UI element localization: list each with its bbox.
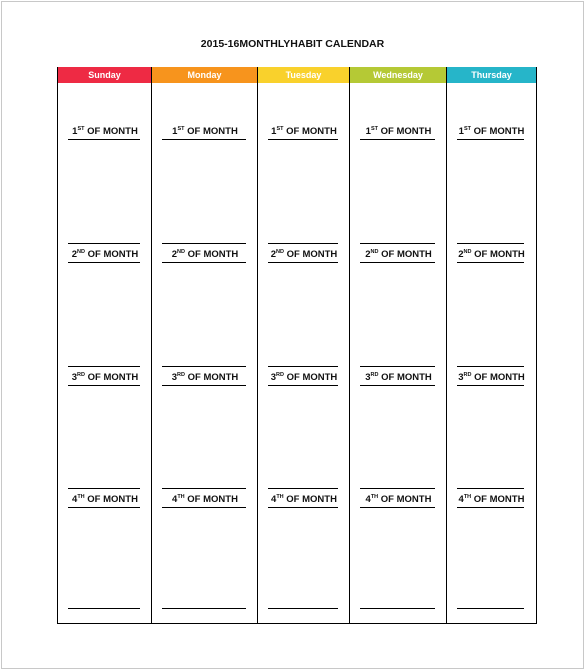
section-label	[58, 494, 152, 505]
writing-line	[457, 243, 524, 244]
section-ordinal-suffix: ST	[276, 126, 284, 132]
section-label	[58, 372, 152, 383]
section-number: 3	[71, 372, 78, 383]
writing-line	[360, 366, 435, 367]
section-number: 4	[458, 494, 464, 505]
section-label	[258, 494, 350, 505]
section-label	[350, 126, 447, 137]
writing-line	[457, 366, 524, 367]
writing-line	[268, 608, 338, 609]
section-text: OF MONTH	[471, 494, 525, 505]
section-number: 2	[270, 249, 277, 260]
section-number: 3	[270, 372, 277, 383]
writing-line	[457, 507, 524, 508]
calendar-grid	[57, 67, 537, 624]
section-label	[58, 249, 152, 260]
writing-line	[360, 608, 435, 609]
section-label	[350, 372, 447, 383]
section-ordinal-suffix: TH	[77, 494, 85, 500]
section-text: OF MONTH	[283, 249, 338, 260]
section-label	[258, 372, 350, 383]
section-label	[258, 249, 350, 260]
section-text: OF MONTH	[378, 494, 432, 505]
section-number: 4	[365, 494, 371, 505]
day-column-monday	[152, 67, 258, 623]
day-header-tuesday: Tuesday	[258, 67, 349, 83]
section-number: 4	[72, 494, 78, 505]
section-label	[350, 249, 447, 260]
writing-line	[457, 488, 524, 489]
writing-line	[162, 385, 246, 386]
section-text: OF MONTH	[378, 372, 432, 383]
section-ordinal-suffix: TH	[177, 494, 185, 500]
writing-line	[162, 488, 246, 489]
writing-line	[162, 243, 246, 244]
section-ordinal-suffix: RD	[276, 372, 284, 378]
writing-line	[457, 139, 524, 140]
section-label	[258, 126, 350, 137]
writing-line	[457, 262, 524, 263]
section-ordinal-suffix: TH	[463, 494, 472, 500]
section-number: 1	[271, 126, 277, 137]
writing-line	[68, 243, 140, 244]
section-text: OF MONTH	[471, 372, 525, 383]
day-column-tuesday	[258, 67, 350, 623]
writing-line	[68, 507, 140, 508]
section-text: OF MONTH	[283, 126, 337, 137]
section-label	[350, 494, 447, 505]
section-number: 1	[172, 126, 178, 137]
writing-line	[162, 608, 246, 609]
section-ordinal-suffix: ST	[177, 126, 185, 132]
writing-line	[162, 262, 246, 263]
section-number: 3	[171, 372, 178, 383]
section-ordinal-suffix: ND	[463, 249, 472, 255]
writing-line	[268, 243, 338, 244]
section-ordinal-suffix: RD	[463, 372, 472, 378]
calendar-title: 2015-16MONTHLYHABIT CALENDAR	[200, 38, 385, 50]
day-column-thursday	[447, 67, 536, 623]
section-text: OF MONTH	[184, 372, 239, 383]
writing-line	[457, 608, 524, 609]
section-number: 1	[72, 126, 78, 137]
writing-line	[360, 139, 435, 140]
section-ordinal-suffix: ND	[77, 249, 85, 255]
section-ordinal-suffix: RD	[370, 372, 379, 378]
writing-line	[162, 366, 246, 367]
section-label	[152, 494, 258, 505]
section-text: OF MONTH	[184, 126, 238, 137]
writing-line	[360, 262, 435, 263]
writing-line	[268, 385, 338, 386]
section-ordinal-suffix: TH	[276, 494, 284, 500]
section-number: 2	[171, 249, 178, 260]
section-ordinal-suffix: ND	[370, 249, 379, 255]
writing-line	[68, 139, 140, 140]
section-text: OF MONTH	[378, 249, 432, 260]
day-column-sunday	[58, 67, 152, 623]
section-ordinal-suffix: RD	[77, 372, 85, 378]
day-column-wednesday	[350, 67, 447, 623]
day-header-sunday: Sunday	[58, 67, 151, 83]
writing-line	[360, 488, 435, 489]
section-label	[447, 126, 536, 137]
section-ordinal-suffix: ST	[77, 126, 85, 132]
section-label	[152, 249, 258, 260]
section-ordinal-suffix: ND	[276, 249, 284, 255]
day-header-thursday: Thursday	[447, 67, 536, 83]
writing-line	[68, 366, 140, 367]
section-text: OF MONTH	[84, 126, 138, 137]
writing-line	[360, 385, 435, 386]
section-number: 3	[365, 372, 371, 383]
section-label	[152, 126, 258, 137]
section-text: OF MONTH	[283, 494, 337, 505]
section-number: 2	[458, 249, 464, 260]
writing-line	[162, 139, 246, 140]
section-text: OF MONTH	[471, 249, 525, 260]
section-number: 3	[458, 372, 464, 383]
writing-line	[268, 366, 338, 367]
writing-line	[162, 507, 246, 508]
section-number: 2	[71, 249, 78, 260]
section-label	[152, 372, 258, 383]
section-ordinal-suffix: ST	[370, 126, 378, 132]
section-number: 2	[365, 249, 371, 260]
section-text: OF MONTH	[471, 126, 525, 137]
section-label	[447, 372, 536, 383]
writing-line	[68, 385, 140, 386]
writing-line	[268, 488, 338, 489]
section-label	[447, 494, 536, 505]
section-text: OF MONTH	[84, 494, 138, 505]
writing-line	[68, 608, 140, 609]
section-label	[447, 249, 536, 260]
section-number: 4	[271, 494, 277, 505]
section-text: OF MONTH	[184, 249, 239, 260]
section-number: 4	[172, 494, 178, 505]
writing-line	[268, 262, 338, 263]
section-ordinal-suffix: ST	[463, 126, 471, 132]
section-number: 1	[365, 126, 371, 137]
section-ordinal-suffix: ND	[177, 249, 185, 255]
writing-line	[268, 139, 338, 140]
writing-line	[68, 488, 140, 489]
day-header-wednesday: Wednesday	[350, 67, 446, 83]
writing-line	[68, 262, 140, 263]
writing-line	[457, 385, 524, 386]
day-header-monday: Monday	[152, 67, 257, 83]
section-number: 1	[458, 126, 464, 137]
writing-line	[268, 507, 338, 508]
section-text: OF MONTH	[378, 126, 432, 137]
section-text: OF MONTH	[283, 372, 338, 383]
section-text: OF MONTH	[184, 494, 238, 505]
section-text: OF MONTH	[84, 249, 139, 260]
writing-line	[360, 243, 435, 244]
section-text: OF MONTH	[84, 372, 139, 383]
writing-line	[360, 507, 435, 508]
section-ordinal-suffix: RD	[177, 372, 185, 378]
section-label	[58, 126, 152, 137]
section-ordinal-suffix: TH	[370, 494, 379, 500]
